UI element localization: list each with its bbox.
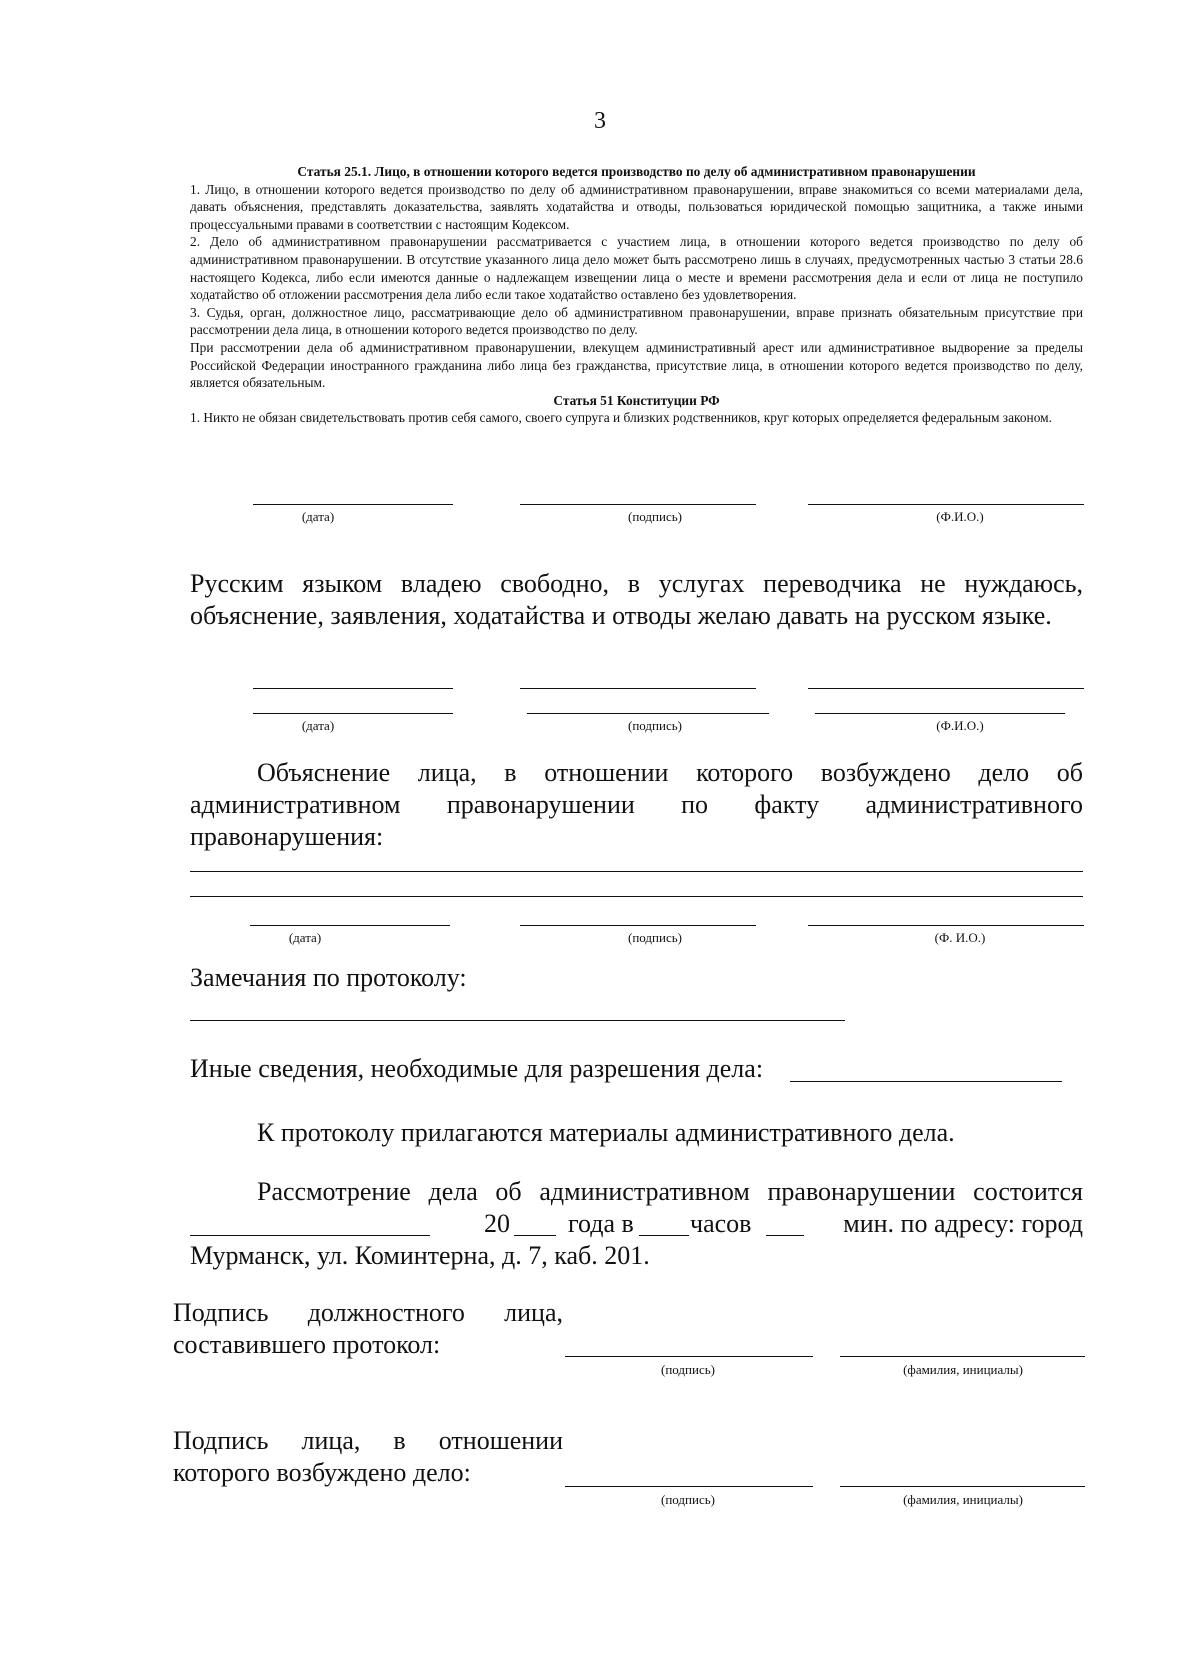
legal-excerpt: [190, 163, 1083, 427]
sig2-signature-caption: (подпись): [628, 718, 682, 733]
sig3-date-caption: (дата): [288, 930, 322, 945]
remarks-label: Замечания по протоколу:: [190, 963, 467, 992]
other-info-line[interactable]: [790, 1081, 1062, 1082]
hearing-year-prefix: 20: [484, 1209, 510, 1238]
sig1-signature-line[interactable]: [520, 504, 756, 505]
sig3-fio-caption: (Ф. И.О.): [934, 930, 986, 945]
person-signature-label-2: которого возбуждено дело:: [173, 1458, 471, 1487]
sig3-signature-line[interactable]: [520, 925, 756, 926]
remarks-line[interactable]: [190, 1020, 845, 1021]
hearing-hours-label: часов: [690, 1209, 752, 1238]
hearing-date-blank[interactable]: [190, 1235, 430, 1236]
person-signature-label-1: Подпись лица, в отношении: [173, 1426, 563, 1455]
hearing-minutes-blank[interactable]: [766, 1235, 804, 1236]
hearing-intro: Рассмотрение дела об административном правонарушении состоится: [257, 1177, 1083, 1206]
official-signature-label-1: Подпись должностного лица,: [173, 1298, 563, 1327]
attachments-statement: К протоколу прилагаются материалы административного дела.: [257, 1118, 955, 1147]
language-statement: Русским языком владею свободно, в услугах переводчика не нуждаюсь, объяснение, заявления, ходатайства и отводы желаю давать на русском языке.: [190, 569, 1083, 630]
sig2-date-line[interactable]: [253, 713, 453, 714]
sig2-date-line-upper: [253, 688, 453, 689]
hearing-hours-blank[interactable]: [639, 1235, 689, 1236]
sig3-date-line[interactable]: [250, 925, 450, 926]
sig2-fio-line[interactable]: [815, 713, 1065, 714]
article-25-1-part-3: 3. Судья, орган, должностное лицо, рассматривающие дело об административном правонарушении, вправе признать обязательным присутствие при рассмотрении дела лица, в отношении которого ведется производство по делу.: [190, 304, 1083, 338]
explanation-line-2[interactable]: [190, 896, 1083, 897]
hearing-address: Мурманск, ул. Коминтерна, д. 7, каб. 201.: [190, 1241, 650, 1270]
sig2-fio-line-upper: [808, 688, 1084, 689]
official-name-caption: (фамилия, инициалы): [903, 1362, 1023, 1377]
article-51-heading: Статья 51 Конституции РФ: [553, 392, 720, 408]
sig2-signature-line[interactable]: [527, 713, 769, 714]
person-signature-line[interactable]: [565, 1486, 813, 1487]
sig3-signature-caption: (подпись): [628, 930, 682, 945]
article-25-1-part-2: 2. Дело об административном правонарушении рассматривается с участием лица, в отношении которого ведется производство по делу об административном правонарушении. В отсутствие указанного лица дело может быть рассмотрено лишь в случаях, предусмотренных частью 3 статьи 28.6 настоящего Кодекса, либо если имеются данные о надлежащем извещении лица о месте и времени рассмотрения дела и если от лица не поступило ходатайство об отложении рассмотрения дела либо если такое ходатайство оставлено без удовлетворения.: [190, 234, 1083, 303]
sig2-date-caption: (дата): [301, 718, 335, 733]
hearing-year-label: года в: [568, 1209, 634, 1238]
article-25-1-part-1: 1. Лицо, в отношении которого ведется производство по делу об административном правонарушении, вправе знакомиться со всеми материалами дела, давать объяснения, представлять доказательства, заявлять ходатайства и отводы, пользоваться юридической помощью защитника, а также иными процессуальными правами в соответствии с настоящим Кодексом.: [190, 181, 1083, 232]
official-signature-caption: (подпись): [661, 1362, 715, 1377]
sig1-signature-caption: (подпись): [628, 509, 682, 524]
article-25-1-heading: Статья 25.1. Лицо, в отношении которого ведется производство по делу об административном правонарушении: [297, 164, 976, 179]
sig1-date-line[interactable]: [253, 504, 453, 505]
article-25-1-part-4: При рассмотрении дела об административном правонарушении, влекущем административный арест или административное выдворение за пределы Российской Федерации иностранного гражданина либо лица без гражданства, присутствие лица, в отношении которого ведется производство по делу, является обязательным.: [190, 339, 1083, 391]
sig3-fio-line[interactable]: [808, 925, 1084, 926]
official-signature-line[interactable]: [565, 1356, 813, 1357]
hearing-year-blank[interactable]: [514, 1235, 556, 1236]
hearing-line-1: [190, 1176, 1083, 1208]
person-signature-caption: (подпись): [661, 1492, 715, 1507]
sig1-fio-line[interactable]: [808, 504, 1084, 505]
page-number: 3: [594, 108, 606, 134]
explanation-line-1[interactable]: [190, 871, 1083, 872]
person-name-caption: (фамилия, инициалы): [903, 1492, 1023, 1507]
article-51-part-1: 1. Никто не обязан свидетельствовать против себя самого, своего супруга и близких родственников, круг которых определяется федеральным законом.: [190, 410, 1052, 426]
person-name-line[interactable]: [840, 1486, 1085, 1487]
sig1-fio-caption: (Ф.И.О.): [936, 509, 984, 524]
hearing-minutes-label: мин. по адресу: город: [843, 1209, 1083, 1238]
other-info-label: Иные сведения, необходимые для разрешения дела:: [190, 1054, 764, 1083]
sig2-signature-line-upper: [520, 688, 756, 689]
sig2-fio-caption: (Ф.И.О.): [936, 718, 984, 733]
sig1-date-caption: (дата): [301, 509, 335, 524]
explanation-label: Объяснение лица, в отношении которого возбуждено дело об административном правонарушении по факту административного правонарушения:: [190, 758, 1083, 851]
official-signature-label-2: составившего протокол:: [173, 1330, 441, 1359]
official-name-line[interactable]: [840, 1356, 1085, 1357]
